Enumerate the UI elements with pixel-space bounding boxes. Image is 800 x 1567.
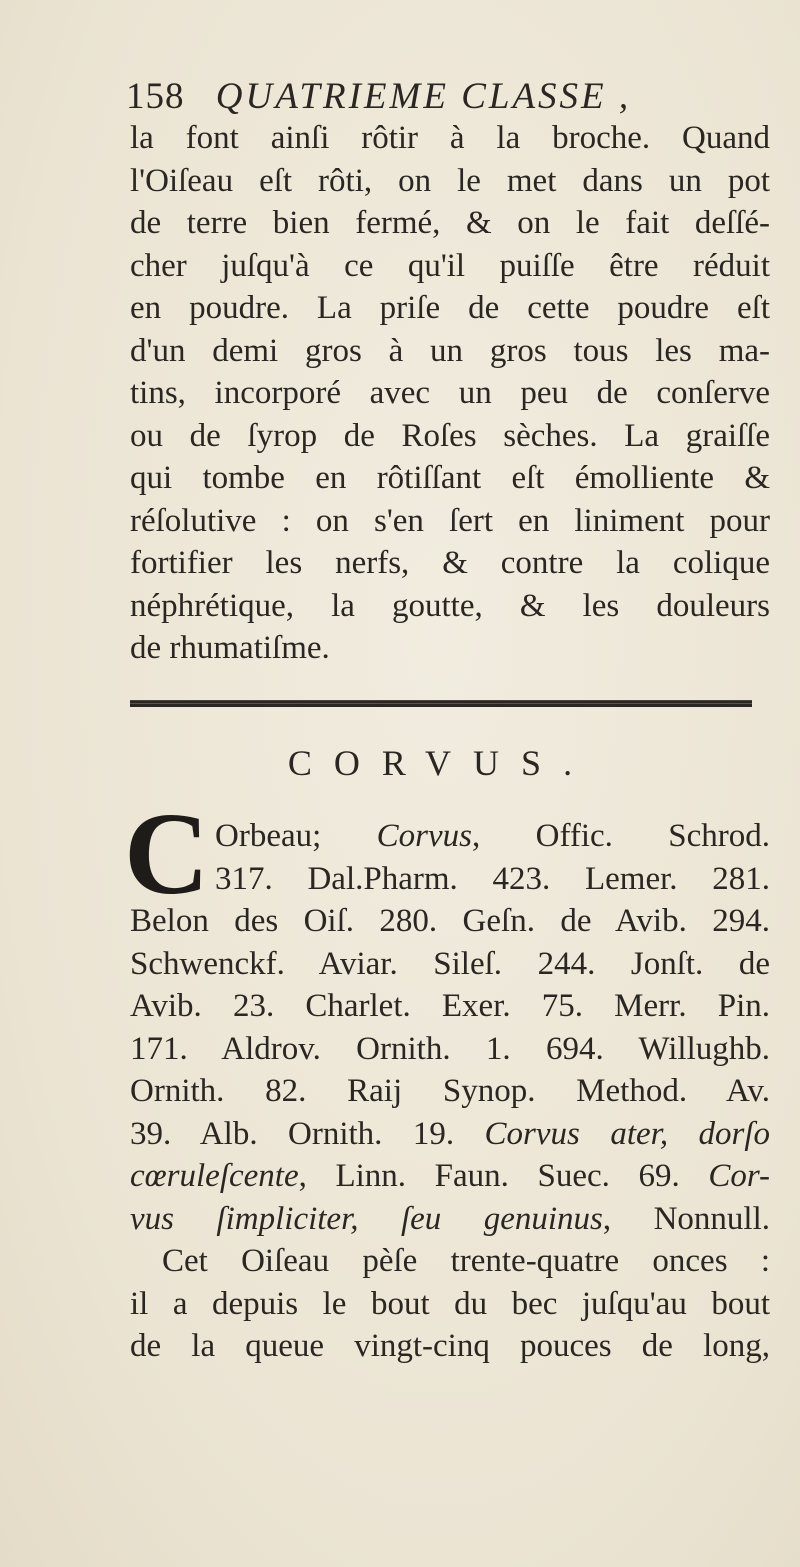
text-line: l'Oiſeau eſt rôti, on le met dans un pot: [130, 162, 770, 199]
section-divider-rule: [130, 700, 752, 707]
text-run: Orbeau;: [215, 818, 377, 854]
text-line: [130, 1113, 770, 1156]
text-line: néphrétique, la goutte, & les douleurs: [130, 587, 770, 624]
italic-latin-name: cœruleſcente: [130, 1158, 299, 1194]
italic-latin-name: Cor-: [708, 1158, 770, 1194]
text-run: , Linn. Faun. Suec. 69.: [298, 1158, 709, 1194]
page-number: 158: [126, 76, 185, 117]
text-line: réſolutive : on s'en ſert en liniment pour: [130, 502, 770, 539]
text-run: , Nonnull.: [602, 1200, 770, 1237]
text-line: [130, 1155, 770, 1198]
text-line: la font ainſi rôtir à la broche. Quand: [130, 120, 770, 156]
text-line: [215, 815, 770, 858]
text-line: qui tombe en rôtiſſant eſt émolliente &: [130, 460, 770, 496]
text-run: 39. Alb. Ornith. 19.: [130, 1115, 485, 1152]
text-line: [130, 1198, 770, 1241]
paragraph-continuation: [130, 117, 770, 670]
text-run: , Offic. Schrod.: [472, 818, 770, 854]
italic-latin-name: vus ſimpliciter, ſeu genuinus: [130, 1200, 603, 1237]
text-line: Cet Oiſeau pèſe trente-quatre onces :: [162, 1243, 770, 1279]
text-line: 317. Dal.Pharm. 423. Lemer. 281.: [215, 860, 770, 897]
running-title: QUATRIEME CLASSE ,: [215, 76, 632, 117]
text-line: de rhumatiſme.: [130, 630, 330, 666]
italic-latin-name: Corvus: [376, 818, 472, 854]
text-line: cher juſqu'à ce qu'il puiſſe être réduit: [130, 247, 770, 284]
running-header: [126, 72, 686, 122]
text-line: Belon des Oiſ. 280. Geſn. de Avib. 294.: [130, 903, 770, 939]
drop-cap: C: [124, 788, 210, 919]
text-line: Avib. 23. Charlet. Exer. 75. Merr. Pin.: [130, 988, 770, 1024]
text-line: ou de ſyrop de Roſes sèches. La graiſſe: [130, 417, 770, 454]
section-title: CORVUS.: [287, 743, 595, 783]
text-line: Schwenckf. Aviar. Sileſ. 244. Jonſt. de: [130, 945, 770, 982]
text-line: de terre bien fermé, & on le fait deſſé-: [130, 205, 770, 241]
italic-latin-name: Corvus ater, dorſo: [484, 1115, 770, 1152]
text-line: fortifier les nerfs, & contre la colique: [130, 545, 770, 581]
text-line: 171. Aldrov. Ornith. 1. 694. Willughb.: [130, 1030, 770, 1067]
text-line: d'un demi gros à un gros tous les ma-: [130, 332, 770, 369]
text-line: il a depuis le bout du bec juſqu'au bout: [130, 1285, 770, 1322]
text-line: de la queue vingt-cinq pouces de long,: [130, 1328, 770, 1364]
text-line: en poudre. La priſe de cette poudre eſt: [130, 290, 770, 326]
text-line: Ornith. 82. Raij Synop. Method. Av.: [130, 1073, 770, 1109]
entry-opening-lines: [215, 815, 770, 900]
text-line: tins, incorporé avec un peu de conſerve: [130, 375, 770, 411]
entry-body: [130, 900, 770, 1368]
